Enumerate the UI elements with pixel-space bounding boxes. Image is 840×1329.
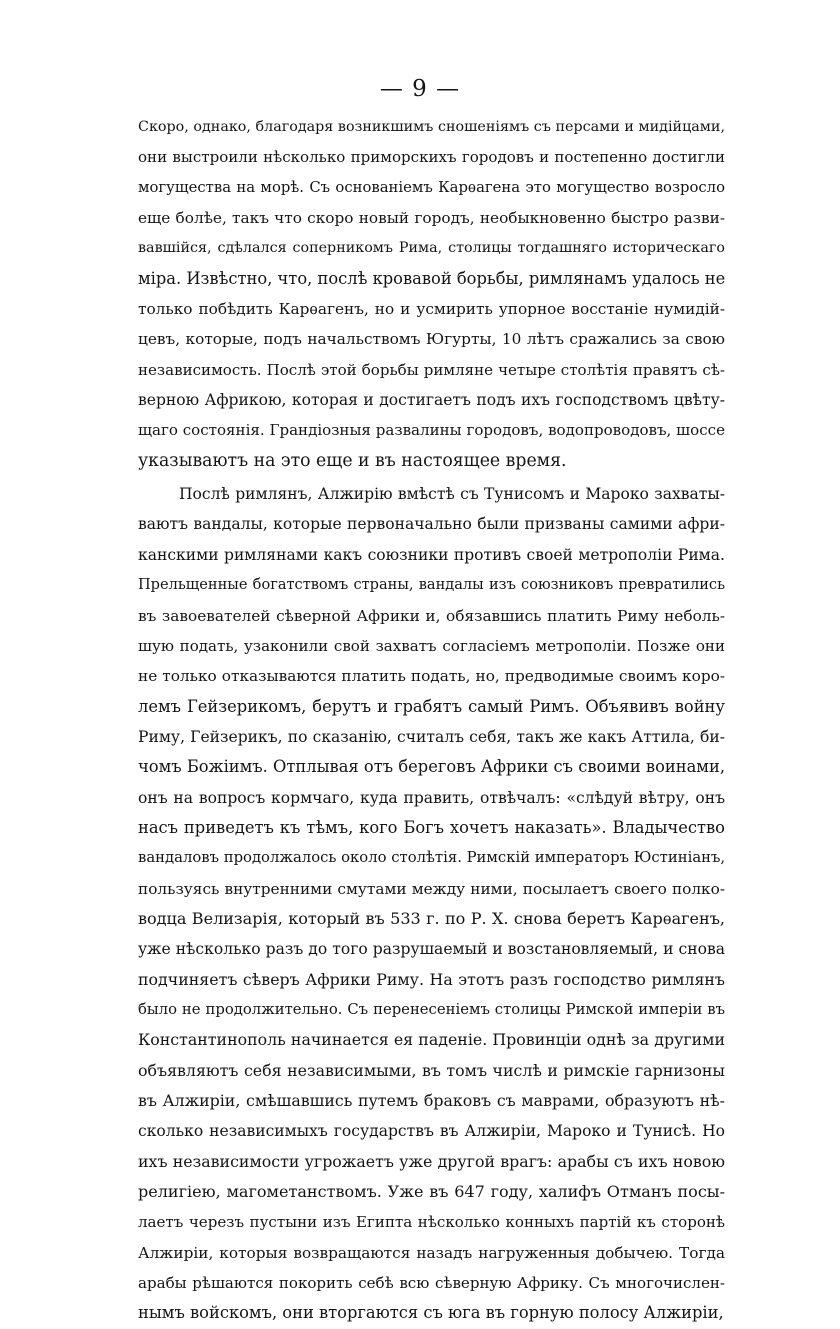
text-line: лемъ Гейзерикомъ, берутъ и грабятъ самый Римъ. Объявивъ войну	[138, 696, 725, 716]
text-line: не только отказываются платить подать, но, предводимые своимъ коро-	[138, 667, 725, 686]
text-line: пользуясь внутренними смутами между ними, посылаетъ своего полко-	[138, 879, 725, 898]
text-line: въ Алжиріи, смѣшавшись путемъ браковъ съ маврами, образуютъ нѣ-	[138, 1091, 725, 1110]
text-line: они выстроили нѣсколько приморскихъ городовъ и постепенно достигли	[138, 148, 725, 167]
paragraph-2	[138, 479, 725, 1329]
paragraph-1	[138, 112, 725, 476]
text-line: канскими римлянами какъ союзники противъ своей метрополіи Рима.	[138, 545, 725, 564]
text-line: уже нѣсколько разъ до того разрушаемый и возстановляемый, и снова	[138, 940, 725, 959]
text-line: Константинополь начинается ея паденіе. Провинціи однѣ за другими	[138, 1030, 725, 1050]
text-line: въ завоевателей сѣверной Африки и, обязавшись платить Риму неболь-	[138, 606, 725, 625]
text-line: чомъ Божіимъ. Отплывая отъ береговъ Африки съ своими воинами,	[138, 757, 725, 777]
text-line: указываютъ на это еще и въ настоящее время.	[138, 450, 567, 471]
text-line: щаго состоянія. Грандіозныя развалины городовъ, водопроводовъ, шоссе	[138, 421, 725, 440]
text-line: независимость. Послѣ этой борьбы римляне четыре столѣтія правятъ сѣ-	[138, 360, 725, 379]
text-line: шую подать, узаконили свой захватъ согласіемъ метрополіи. Позже они	[138, 636, 725, 655]
text-line: онъ на вопросъ кормчаго, куда править, отвѣчалъ: «слѣдуй вѣтру, онъ	[138, 788, 725, 807]
text-line: Прельщенные богатствомъ страны, вандалы изъ союзниковъ превратились	[138, 576, 725, 594]
text-line: нымъ войскомъ, они вторгаются съ юга въ горную полосу Алжиріи,	[138, 1303, 724, 1323]
text-line: Скоро, однако, благодаря возникшимъ сношеніямъ съ персами и мидійцами,	[138, 119, 725, 135]
text-line: міра. Извѣстно, что, послѣ кровавой борьбы, римлянамъ удалось не	[138, 268, 726, 288]
text-line: объявляютъ себя независимыми, въ томъ числѣ и римскіе гарнизоны	[138, 1060, 725, 1080]
text-line: водца Велизарія, который въ 533 г. по Р. Х. снова беретъ Карѳагенъ,	[138, 908, 725, 928]
text-line: верною Африкою, которая и достигаетъ подъ ихъ господствомъ цвѣту-	[138, 391, 725, 410]
text-line: ихъ независимости угрожаетъ уже другой врагъ: арабы съ ихъ новою	[138, 1151, 725, 1171]
text-line: Риму, Гейзерикъ, по сказанію, считалъ себя, такъ же какъ Аттила, би-	[138, 727, 725, 746]
text-line: насъ приведетъ къ тѣмъ, кого Богъ хочетъ наказать». Владычество	[138, 817, 725, 837]
text-line: вандаловъ продолжалось около столѣтія. Римскій императоръ Юстиніанъ,	[138, 849, 726, 867]
body-text	[138, 112, 725, 1329]
text-line: религіею, магометанствомъ. Уже въ 647 году, халифъ Отманъ посы-	[138, 1182, 725, 1202]
text-line: подчиняетъ сѣверъ Африки Риму. На этотъ разъ господство римлянъ	[138, 969, 725, 989]
text-line: вавшійся, сдѣлался соперникомъ Рима, столицы тогдашняго историческаго	[138, 240, 725, 257]
text-line: сколько независимыхъ государствъ въ Алжиріи, Мароко и Тунисѣ. Но	[138, 1122, 725, 1141]
text-line: Алжиріи, которыя возвращаются назадъ нагруженныя добычею. Тогда	[138, 1243, 725, 1262]
text-line: только побѣдить Карѳагенъ, но и усмирить упорное восстаніе нумидій-	[138, 300, 725, 319]
text-line: лаетъ черезъ пустыни изъ Египта нѣсколько конныхъ партій къ сторонѣ	[138, 1213, 725, 1232]
text-line: могущества на морѣ. Съ основаніемъ Карѳагена это могущество возросло	[138, 178, 725, 196]
text-line: ваютъ вандалы, которые первоначально были призваны самими афри-	[138, 515, 725, 534]
text-line: было не продолжительно. Съ перенесеніемъ столицы Римской имперіи въ	[138, 1000, 725, 1018]
text-line: арабы рѣшаются покорить себѣ всю сѣверную Африку. Съ многочислен-	[138, 1274, 725, 1293]
text-line: цевъ, которые, подъ начальствомъ Югурты, 10 лѣтъ сражались за свою	[138, 330, 725, 349]
page-number: — 9 —	[379, 76, 461, 102]
text-line: Послѣ римлянъ, Алжирію вмѣстѣ съ Тунисомъ и Мароко захваты-	[179, 485, 725, 504]
text-line: еще болѣе, такъ что скоро новый городъ, необыкновенно быстро разви-	[138, 209, 725, 228]
